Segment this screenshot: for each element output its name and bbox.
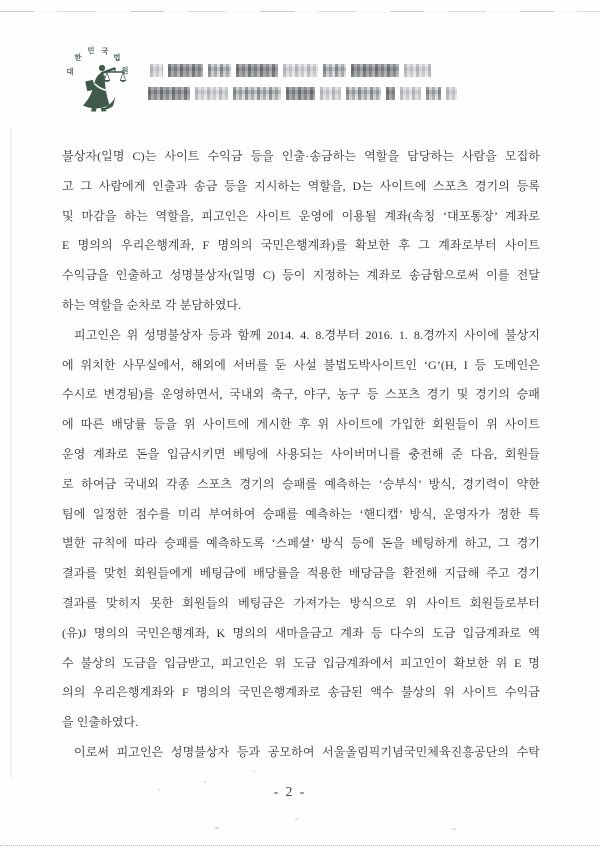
- redacted-word: [150, 64, 163, 77]
- text-line: 에 따른 배당률 등을 위 사이트에 게시한 후 위 사이트에 가입한 회원들이 위 사이트: [62, 417, 540, 432]
- redacted-word: [323, 64, 346, 77]
- scan-artifact-bottom-line: [0, 845, 600, 846]
- redacted-word: [236, 64, 278, 77]
- redacted-word: [346, 87, 381, 100]
- text-line: E 명의의 우리은행계좌, F 명의의 국민은행계좌)를 확보한 후 그 계좌로부터 사이트: [62, 238, 540, 253]
- redacted-word: [233, 87, 281, 100]
- scan-speck: [295, 818, 298, 820]
- scan-artifact-top-line: [0, 11, 600, 12]
- scan-speck: [204, 781, 206, 783]
- svg-text:대: 대: [66, 68, 74, 76]
- redacted-text-line: [148, 87, 450, 100]
- scan-speck: [452, 828, 456, 830]
- redacted-text-line: [150, 64, 450, 77]
- text-line: 에 위치한 사무실에서, 해외에 서버를 둔 사설 불법도박사이트인 ‘G’(H, I 등 도메인은: [62, 357, 540, 372]
- court-emblem-scales-of-justice-icon: [58, 42, 134, 116]
- redacted-word: [404, 64, 431, 77]
- document-body: [62, 142, 540, 768]
- page-number: [0, 784, 580, 800]
- scan-artifact-vertical-line: [10, 128, 12, 778]
- redacted-word: [446, 87, 457, 100]
- text-line: 불상자(일명 C)는 사이트 수익금 등을 인출·송금하는 역할을 담당하는 사람을 모집하: [62, 149, 540, 163]
- redacted-word: [286, 87, 315, 100]
- redacted-word: [148, 87, 190, 100]
- svg-text:법: 법: [113, 54, 121, 62]
- text-line: 하는 역할을 순차로 각 분담하였다.: [62, 297, 242, 312]
- svg-text:원: 원: [121, 67, 129, 75]
- svg-text:민: 민: [87, 47, 95, 55]
- redacted-word: [386, 87, 395, 100]
- redacted-word: [400, 87, 421, 100]
- redacted-word: [426, 87, 441, 100]
- redacted-header-text-block: [150, 64, 450, 110]
- justice-figure: [83, 65, 127, 112]
- text-line: 의의 우리은행계좌와 F 명의의 국민은행계좌로 송금된 액수 불상의 위 사이트 수익금: [62, 685, 540, 700]
- redacted-word: [195, 87, 228, 100]
- text-line: 피고인은 위 성명불상자 등과 함께 2014. 4. 8.경부터 2016. 1. 8.경까지 사이에 불상지: [74, 327, 540, 342]
- text-line: 수 불상의 도금을 입금받고, 피고인은 위 도금 입금계좌에서 피고인이 확보한 위 E 명: [62, 655, 540, 670]
- text-line: 운영 계좌로 돈을 입금시키면 베팅에 사용되는 사이버머니를 충전해 준 다음, 회원들: [62, 446, 540, 461]
- text-line: 이로써 피고인은 성명불상자 등과 공모하여 서울올림픽기념국민체육진흥공단의 수탁: [74, 744, 540, 759]
- text-line: 결과를 맞힌 회원들에게 베팅금에 배당률을 적용한 배당금을 환전해 지급해 주고 경기: [62, 566, 540, 581]
- redacted-word: [351, 64, 399, 77]
- text-line: 결과를 맞히지 못한 회원들의 베팅금은 가져가는 방식으로 위 사이트 회원들로부터: [62, 595, 540, 610]
- text-line: 수시로 변경됨)를 운영하면서, 국내외 축구, 야구, 농구 등 스포츠 경기 및 경기의 승패: [62, 387, 540, 402]
- page-number-label: - 2 -: [273, 784, 307, 799]
- redacted-word: [320, 87, 341, 100]
- redacted-word: [168, 64, 203, 77]
- text-line: 팀에 일정한 점수를 미리 부여하여 승패를 예측하는 ‘핸디캡’ 방식, 운영자가 정한 특: [62, 506, 540, 521]
- scan-speck: [253, 770, 255, 772]
- redacted-word: [283, 64, 318, 77]
- text-line: 로 하여금 국내외 각종 스포츠 경기의 승패를 예측하는 ‘승부식’ 방식, 경기력이 약한: [62, 476, 540, 491]
- svg-text:국: 국: [101, 47, 109, 56]
- scan-speck: [215, 827, 219, 829]
- text-line: 수익금을 인출하고 성명불상자(일명 C) 등이 지정하는 계좌로 송금함으로써 이를 전달: [62, 268, 540, 283]
- text-line: 및 마감을 하는 역할을, 피고인은 사이트 운영에 이용될 계좌(속칭 ‘대포통장’ 계좌로: [62, 208, 540, 223]
- text-line: 고 그 사람에게 인출과 송금 등을 지시하는 역할을, D는 사이트에 스포츠 경기의 등록: [62, 178, 540, 193]
- text-line: (유)J 명의의 국민은행계좌, K 명의의 새마을금고 계좌 등 다수의 도금 입금계좌로 액: [62, 625, 540, 640]
- svg-text:한: 한: [74, 54, 82, 62]
- text-line: 을 인출하였다.: [62, 715, 139, 730]
- redacted-word: [208, 64, 231, 77]
- scan-speck: [158, 789, 160, 791]
- text-line: 별한 규칙에 따라 승패를 예측하도록 ‘스페셜’ 방식 등에 돈을 베팅하게 하고, 그 경기: [62, 536, 540, 551]
